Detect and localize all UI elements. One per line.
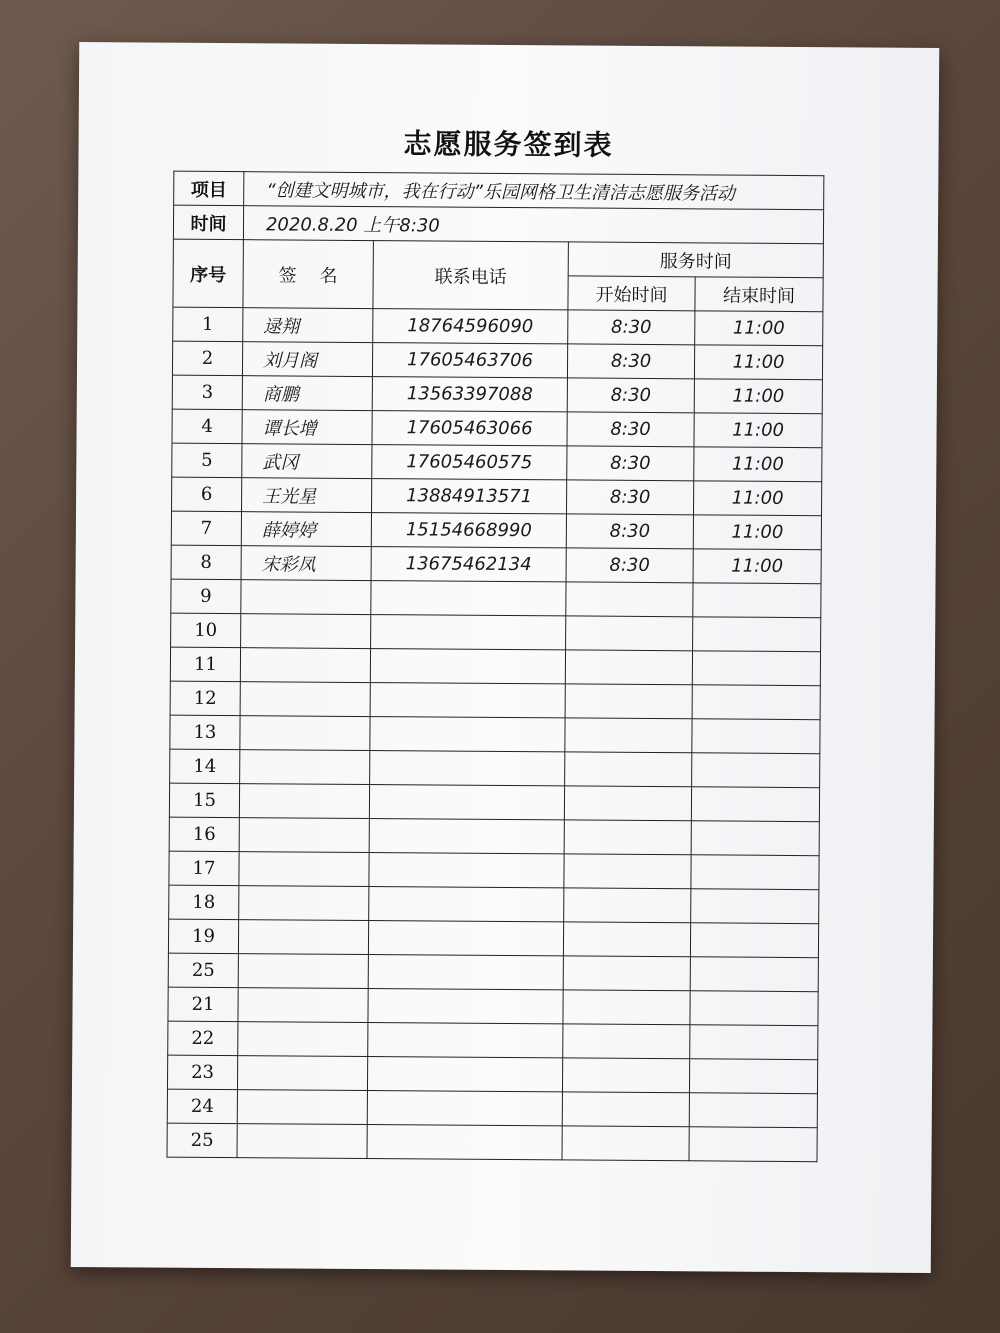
end-time-cell [692, 651, 820, 686]
end-time-cell [690, 957, 818, 992]
phone-cell [368, 989, 563, 1024]
table-row [169, 885, 819, 924]
phone-cell [370, 649, 565, 684]
row-number: 21 [168, 987, 238, 1021]
start-time-cell [566, 616, 693, 651]
start-time-cell [562, 1092, 689, 1127]
phone-cell [370, 683, 565, 718]
end-time-cell: 11:00 [693, 549, 821, 584]
start-time-cell: 8:30 [566, 548, 693, 583]
row-number: 6 [172, 477, 242, 511]
signature-cell [237, 1056, 367, 1091]
table-row [168, 953, 818, 992]
end-time-cell [692, 753, 820, 788]
project-label: 项目 [174, 171, 244, 205]
header-service-time: 服务时间 [568, 242, 823, 278]
project-row [174, 171, 824, 210]
time-value: 2020.8.20 上午8:30 [243, 206, 823, 244]
start-time-cell [562, 1126, 689, 1161]
signature-cell: 逯翔 [243, 308, 373, 343]
signature-cell [240, 750, 370, 785]
phone-cell: 15154668990 [371, 513, 566, 548]
end-time-cell [689, 1059, 817, 1094]
start-time-cell: 8:30 [566, 514, 693, 549]
header-signature: 签 名 [243, 240, 373, 309]
table-row [168, 1021, 818, 1060]
table-row [169, 817, 819, 856]
header-end-time: 结束时间 [695, 277, 823, 312]
row-number: 12 [170, 681, 240, 715]
table-row [169, 851, 819, 890]
end-time-cell: 11:00 [695, 311, 823, 346]
signature-cell [237, 1124, 367, 1159]
row-number: 9 [171, 579, 241, 613]
signature-cell [240, 716, 370, 751]
phone-cell: 13884913571 [372, 479, 567, 514]
row-number: 13 [170, 715, 240, 749]
signature-cell [238, 1022, 368, 1057]
phone-cell [369, 785, 564, 820]
phone-cell [368, 921, 563, 956]
start-time-cell [563, 990, 690, 1025]
row-number: 22 [168, 1021, 238, 1055]
start-time-cell: 8:30 [567, 344, 694, 379]
table-row [169, 783, 819, 822]
sheet-title: 志愿服务签到表 [403, 127, 614, 162]
project-value: “创建文明城市，我在行动”乐园网格卫生清洁志愿服务活动 [244, 172, 824, 210]
row-number: 19 [168, 919, 238, 953]
table-row [172, 477, 822, 516]
signature-cell [238, 920, 368, 955]
table-row [171, 579, 821, 618]
signature-cell [240, 648, 370, 683]
start-time-cell [565, 752, 692, 787]
phone-cell: 18764596090 [373, 309, 568, 344]
end-time-cell [691, 787, 819, 822]
end-time-cell [693, 617, 821, 652]
end-time-cell [690, 991, 818, 1026]
phone-cell [370, 717, 565, 752]
phone-cell [368, 955, 563, 990]
start-time-cell [565, 650, 692, 685]
signature-cell [238, 954, 368, 989]
header-start-time: 开始时间 [568, 276, 695, 311]
row-number: 24 [167, 1089, 237, 1123]
phone-cell [369, 887, 564, 922]
phone-cell: 13563397088 [372, 377, 567, 412]
end-time-cell: 11:00 [694, 379, 822, 414]
start-time-cell: 8:30 [568, 310, 695, 345]
row-number: 5 [172, 443, 242, 477]
time-label: 时间 [173, 205, 243, 239]
signature-cell [239, 818, 369, 853]
table-row [171, 613, 821, 652]
signature-cell [241, 580, 371, 615]
phone-cell [371, 615, 566, 650]
end-time-cell [690, 1025, 818, 1060]
start-time-cell [563, 956, 690, 991]
header-index: 序号 [173, 239, 243, 307]
phone-cell [370, 751, 565, 786]
table-row [172, 409, 822, 448]
row-number: 23 [167, 1055, 237, 1089]
row-number: 14 [170, 749, 240, 783]
start-time-cell [562, 1058, 689, 1093]
row-number: 3 [172, 375, 242, 409]
row-number: 25 [168, 953, 238, 987]
end-time-cell [691, 855, 819, 890]
phone-cell: 17605463066 [372, 411, 567, 446]
start-time-cell: 8:30 [567, 412, 694, 447]
row-number: 17 [169, 851, 239, 885]
phone-cell [369, 853, 564, 888]
signature-cell [240, 682, 370, 717]
start-time-cell [565, 684, 692, 719]
row-number: 18 [169, 885, 239, 919]
sign-in-table [167, 171, 825, 1163]
table-row [167, 1055, 817, 1094]
sign-in-sheet-paper [71, 42, 940, 1273]
table-row [172, 443, 822, 482]
row-number: 16 [169, 817, 239, 851]
signature-cell: 武冈 [242, 444, 372, 479]
row-number: 8 [171, 545, 241, 579]
table-row [168, 987, 818, 1026]
start-time-cell [566, 582, 693, 617]
table-row [171, 545, 821, 584]
start-time-cell [564, 854, 691, 889]
end-time-cell [691, 821, 819, 856]
phone-cell [367, 1091, 562, 1126]
table-row [170, 715, 820, 754]
phone-cell: 13675462134 [371, 547, 566, 582]
signature-cell: 薛婷婷 [241, 512, 371, 547]
phone-cell: 17605460575 [372, 445, 567, 480]
phone-cell: 17605463706 [372, 343, 567, 378]
phone-cell [371, 581, 566, 616]
phone-cell [367, 1057, 562, 1092]
table-row [167, 1089, 817, 1128]
table-row [170, 647, 820, 686]
table-row [173, 307, 823, 346]
signature-cell: 谭长增 [242, 410, 372, 445]
row-number: 4 [172, 409, 242, 443]
table-row [171, 511, 821, 550]
row-number: 2 [172, 341, 242, 375]
start-time-cell: 8:30 [567, 480, 694, 515]
end-time-cell [691, 889, 819, 924]
end-time-cell [692, 685, 820, 720]
signature-cell: 王光星 [242, 478, 372, 513]
table-row [172, 375, 822, 414]
start-time-cell [564, 888, 691, 923]
phone-cell [369, 819, 564, 854]
row-number: 11 [170, 647, 240, 681]
table-row [167, 1123, 817, 1162]
phone-cell [368, 1023, 563, 1058]
end-time-cell: 11:00 [694, 345, 822, 380]
phone-cell [367, 1125, 562, 1160]
header-phone: 联系电话 [373, 241, 568, 310]
table-row [170, 681, 820, 720]
start-time-cell [564, 786, 691, 821]
start-time-cell [565, 718, 692, 753]
end-time-cell [689, 1127, 817, 1162]
end-time-cell [693, 583, 821, 618]
row-number: 15 [169, 783, 239, 817]
signature-cell [239, 852, 369, 887]
table-row [172, 341, 822, 380]
table-row [170, 749, 820, 788]
table-row [168, 919, 818, 958]
start-time-cell [564, 820, 691, 855]
end-time-cell: 11:00 [694, 481, 822, 516]
signature-cell [238, 988, 368, 1023]
end-time-cell [690, 923, 818, 958]
start-time-cell [563, 922, 690, 957]
start-time-cell: 8:30 [567, 446, 694, 481]
header-row-1 [173, 239, 823, 278]
signature-cell: 宋彩凤 [241, 546, 371, 581]
signature-cell: 刘月阁 [242, 342, 372, 377]
end-time-cell: 11:00 [694, 447, 822, 482]
row-number: 10 [171, 613, 241, 647]
row-number: 1 [173, 307, 243, 341]
row-number: 25 [167, 1123, 237, 1157]
signature-cell: 商鹏 [242, 376, 372, 411]
signature-cell [237, 1090, 367, 1125]
signature-cell [239, 784, 369, 819]
end-time-cell: 11:00 [693, 515, 821, 550]
end-time-cell: 11:00 [694, 413, 822, 448]
time-row [173, 205, 823, 244]
signature-cell [239, 886, 369, 921]
row-number: 7 [171, 511, 241, 545]
end-time-cell [689, 1093, 817, 1128]
start-time-cell [563, 1024, 690, 1059]
end-time-cell [692, 719, 820, 754]
signature-cell [241, 614, 371, 649]
start-time-cell: 8:30 [567, 378, 694, 413]
